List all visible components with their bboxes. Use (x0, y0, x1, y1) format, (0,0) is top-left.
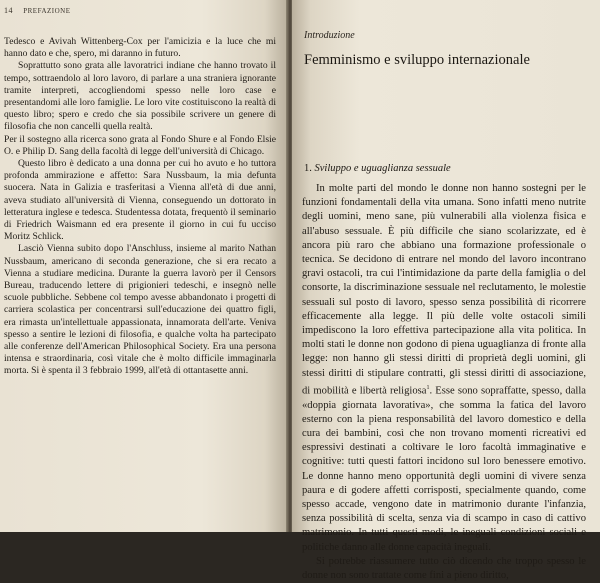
section-number: 1. (304, 163, 312, 174)
paragraph-text: In molte parti del mondo le donne non hanno sostegni per le funzioni fondamentali della vita umana. Sono infatti meno nutrite degli uomini, meno sane, più vulnerabili alla violenza fisica e all'abuso sessuale. È più difficile che siano scolarizzate, ed è ancora più raro che abbiano una formazione professionale o tecnica. Se decidono di entrare nel mondo del lavoro incontrano gravi ostacoli, tra cui l'intimidazione da parte della famiglia o del consorte, la discriminazione sessuale nel reclutamento, le molestie sessuali sul posto di lavoro, spesso senza possibilità di ricorrere efficacemente alla legge. Il più delle volte ostacoli simili impediscono la loro effettiva partecipazione alla vita politica. In molti stati le donne non godono di piena uguaglianza di fronte alla legge: non hanno gli stessi diritti di proprietà degli uomini, gli stessi diritti di stipulare contratti, gli stessi diritti di associazione, di mobilità e libertà religiosa (302, 183, 586, 397)
paragraph: Lasciò Vienna subito dopo l'Anschluss, insieme al marito Nathan Nussbaum, americano di seconda generazione, che si era recato a Vienna a studiare medicina. Durante la guerra lavorò per il Censors Bureau, traducendo lettere di prigionieri tedeschi, e insegnò nelle scuole pubbliche. Sebbene col tempo avesse abbandonato i progetti di carriera scolastica per concentrarsi sull'educazione dei quattro figli, era rimasta un'intellettuale appassionata, innamorata dell'arte. Veniva spesso a sentire le lezioni di filosofia, e qualche volta ha partecipato alle conferenze dell'American Philosophical Society. Era una persona intensa e straordinaria, così vitale che è molto difficile immaginarla morta. Si è spenta il 3 febbraio 1999, all'età di ottantasette anni. (4, 243, 276, 377)
section-heading (304, 163, 451, 174)
paragraph: Si potrebbe riassumere tutto ciò dicendo che troppo spesso le donne non sono trattate come fini a pieno diritto, (302, 555, 586, 582)
running-head-title: PREFAZIONE (23, 7, 71, 15)
right-body-text (302, 182, 586, 583)
right-running-head: Introduzione (304, 30, 355, 41)
chapter-title: Femminismo e sviluppo internazionale (304, 52, 530, 68)
left-running-head (4, 6, 71, 15)
page-number: 14 (4, 6, 13, 15)
paragraph: Soprattutto sono grata alle lavoratrici indiane che hanno trovato il tempo, sottraendolo al loro lavoro, di parlare a una straniera ignorante tramite interpreti, accogliendomi spesso nelle loro case e presentandomi alle loro famiglie. Le loro vite costituiscono la realtà di questo libro; spero e credo che sia possibile scrivere un genere di filosofia che non cancelli quella realtà. (4, 60, 276, 133)
paragraph: Per il sostegno alla ricerca sono grata al Fondo Shure e al Fondo Elsie O. e Philip D. Sang della facoltà di legge dell'università di Chicago. (4, 133, 276, 157)
right-page (292, 0, 600, 582)
paragraph: Questo libro è dedicato a una donna per cui ho avuto e ho tuttora profonda ammirazione e affetto: Sara Nussbaum, la mia defunta suocera. Nata in Galizia e trasferitasi a Vienna all'età di due anni, aveva studiato all'università di Vienna, conseguendo un dottorato in letteratura inglese e tedesca. Studentessa dotata, frequentò il seminario di Friedrich Waismann ed era presente il giorno in cui fu ucciso Moritz Schlick. (4, 158, 276, 243)
section-title: Sviluppo e uguaglianza sessuale (314, 163, 451, 174)
paragraph: Tedesco e Avivah Wittenberg-Cox per l'amicizia e la luce che mi hanno dato e che, spero, mi daranno in futuro. (4, 36, 276, 60)
left-page (0, 0, 288, 532)
footnote-marker: 1 (426, 384, 430, 391)
left-body-text (4, 36, 276, 378)
paragraph-text: . Esse sono sopraffatte, spesso, dalla «doppia giornata lavorativa», che somma la fatica del lavoro esterno con la piena responsabilità del lavoro domestico e della cura dei bambini, così che non trovano momenti ricreativi ed espressivi destinati a coltivare le loro facoltà immaginative e cognitive: tutti questi fattori incidono sul loro benessere emotivo. Le donne hanno meno opportunità degli uomini di vivere senza paura e di godere affetti corrisposti, specialmente quando, come spesso accade, vengono date in matrimonio durante l'infanzia, senza possibilità di scelta, senza via di scampo in caso di cattivo matrimonio. In tutti questi modi, le ineguali condizioni sociali e politiche danno alle donne capacità ineguali. (302, 385, 586, 553)
paragraph (302, 182, 586, 555)
